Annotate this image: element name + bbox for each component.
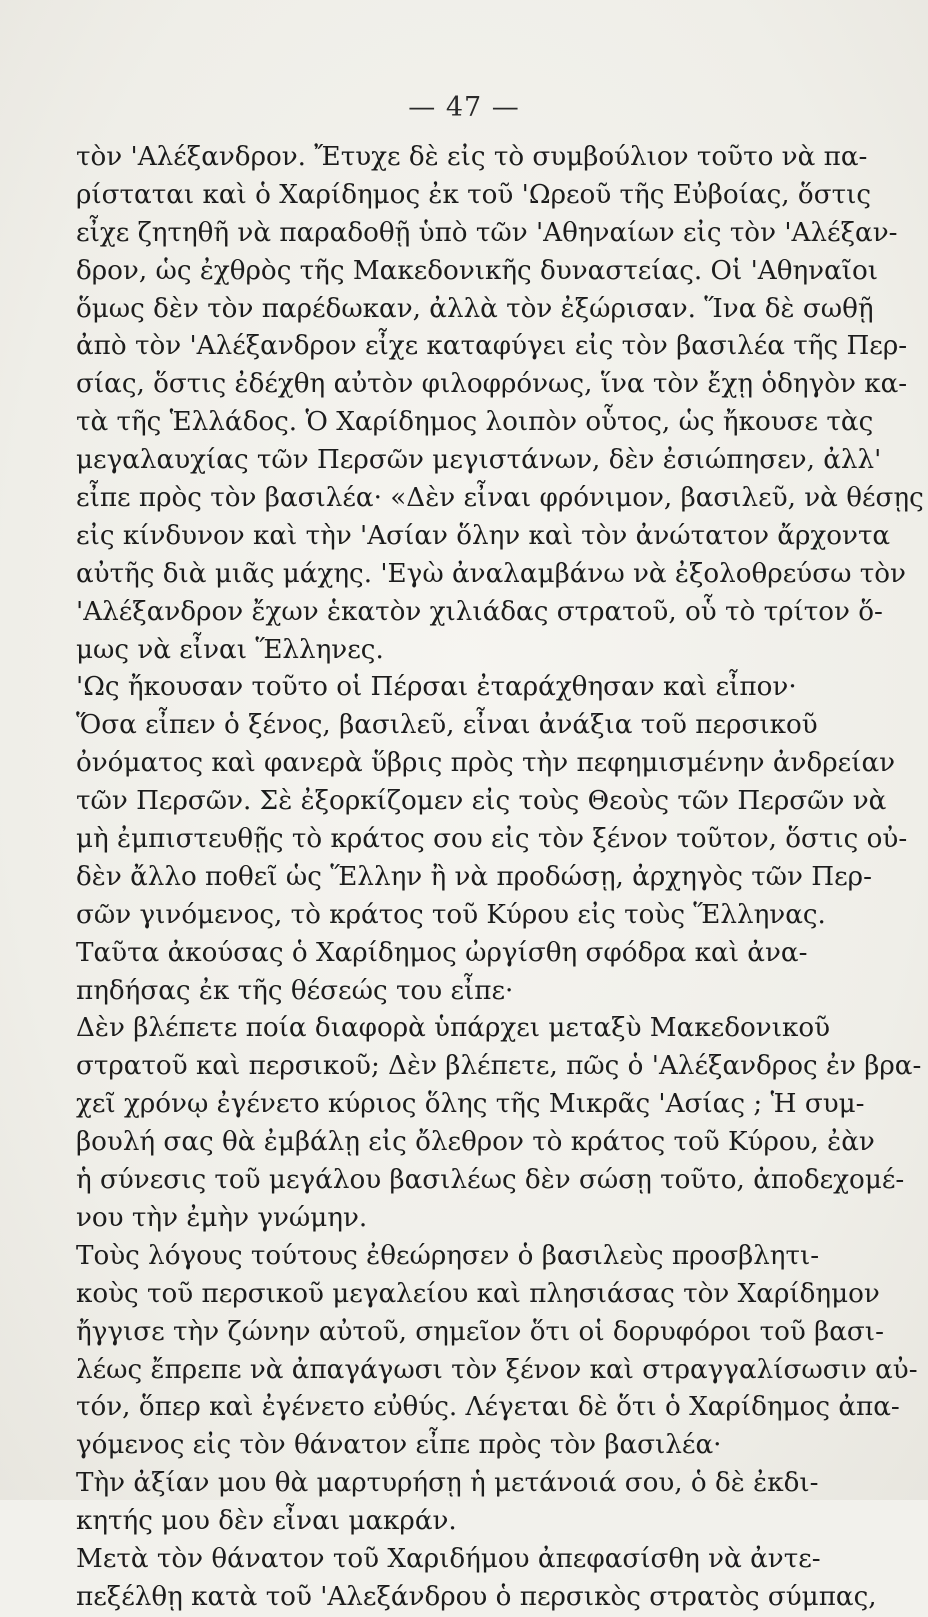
text-line: Ὅσα εἶπεν ὁ ξένος, βασιλεῦ, εἶναι ἀνάξια τοῦ περσικοῦ [76,710,818,741]
text-line: σῶν γινόμενος, τὸ κράτος τοῦ Κύρου εἰς τοὺς Ἕλληνας. [76,899,826,930]
page-number: — 47 — [408,92,520,123]
text-line: τὰ τῆς Ἑλλάδος. Ὁ Χαρίδημος λοιπὸν οὗτος, ὡς ἤκουσε τὰς [76,407,874,438]
text-line: κοὺς τοῦ περσικοῦ μεγαλείου καὶ πλησιάσας τὸν Χαρίδημον [76,1278,880,1309]
text-line: στρατοῦ καὶ περσικοῦ; Δὲν βλέπετε, πῶς ὁ 'Αλέξανδρος ἐν βρα- [76,1051,922,1082]
text-line: ὀνόματος καὶ φανερὰ ὕβρις πρὸς τὴν πεφημισμένην ἀνδρείαν [76,748,896,779]
text-line: ρίσταται καὶ ὁ Χαρίδημος ἐκ τοῦ 'Ωρεοῦ τῆς Εὐβοίας, ὅστις [76,179,871,210]
text-line: βουλή σας θὰ ἐμβάλῃ εἰς ὄλεθρον τὸ κράτος τοῦ Κύρου, ἐὰν [76,1127,875,1158]
text-line: αὐτῆς διὰ μιᾶς μάχης. 'Εγὼ ἀναλαμβάνω νὰ ἐξολοθρεύσω τὸν [76,558,906,589]
text-line: Ταῦτα ἀκούσας ὁ Χαρίδημος ὠργίσθη σφόδρα καὶ ἀνα- [76,937,808,968]
text-line: τῶν Περσῶν. Σὲ ἐξορκίζομεν εἰς τοὺς Θεοὺς τῶν Περσῶν νὰ [76,786,887,817]
text-line: εἰς κίνδυνον καὶ τὴν 'Ασίαν ὅλην καὶ τὸν ἀνώτατον ἄρχοντα [76,520,891,551]
text-line: ἀπὸ τὸν 'Αλέξανδρον εἶχε καταφύγει εἰς τὸν βασιλέα τῆς Περ- [76,331,908,362]
text-line: 'Αλέξανδρον ἔχων ἑκατὸν χιλιάδας στρατοῦ, οὗ τὸ τρίτον ὅ- [76,596,883,627]
text-line: Δὲν βλέπετε ποία διαφορὰ ὑπάρχει μεταξὺ Μακεδονικοῦ [76,1013,831,1044]
text-line: λέως ἔπρεπε νὰ ἀπαγάγωσι τὸν ξένον καὶ στραγγαλίσωσιν αὐ- [76,1354,918,1385]
text-line: ἤγγισε τὴν ζώνην αὐτοῦ, σημεῖον ὅτι οἱ δορυφόροι τοῦ βασι- [76,1316,884,1347]
text-line: πηδήσας ἐκ τῆς θέσεώς του εἶπε· [76,975,514,1006]
text-line: Τοὺς λόγους τούτους ἐθεώρησεν ὁ βασιλεὺς προσβλητι- [76,1240,820,1271]
text-line: δρον, ὡς ἐχθρὸς τῆς Μακεδονικῆς δυναστείας. Οἱ 'Αθηναῖοι [76,255,879,286]
text-line: χεῖ χρόνῳ ἐγένετο κύριος ὅλης τῆς Μικρᾶς 'Ασίας ; Ἡ συμ- [76,1089,865,1120]
text-line: 'Ως ἤκουσαν τοῦτο οἱ Πέρσαι ἐταράχθησαν καὶ εἶπον· [76,672,797,703]
text-line: μως νὰ εἶναι Ἕλληνες. [76,634,384,665]
text-line: τὸν 'Αλέξανδρον. Ἔτυχε δὲ εἰς τὸ συμβούλιον τοῦτο νὰ πα- [76,142,868,172]
text-line: Μετὰ τὸν θάνατον τοῦ Χαριδήμου ἀπεφασίσθη νὰ ἀντε- [76,1543,821,1574]
text-line: ὅμως δὲν τὸν παρέδωκαν, ἀλλὰ τὸν ἐξώρισαν. Ἵνα δὲ σωθῇ [76,293,874,324]
text-line: μὴ ἐμπιστευθῇς τὸ κράτος σου εἰς τὸν ξένον τοῦτον, ὅστις οὐ- [76,824,908,855]
text-line: εἶχε ζητηθῆ νὰ παραδοθῇ ὑπὸ τῶν 'Αθηναίων εἰς τὸν 'Αλέξαν- [76,217,898,248]
text-line: ἡ σύνεσις τοῦ μεγάλου βασιλέως δὲν σώσῃ τοῦτο, ἀποδεχομέ- [76,1165,905,1196]
text-line: μεγαλαυχίας τῶν Περσῶν μεγιστάνων, δὲν ἐσιώπησεν, ἀλλ' [76,445,882,476]
text-line: εἶπε πρὸς τὸν βασιλέα· «Δὲν εἶναι φρόνιμον, βασιλεῦ, νὰ θέσῃς [76,483,924,514]
text-line: κητής μου δὲν εἶναι μακράν. [76,1506,457,1537]
text-line: γόμενος εἰς τὸν θάνατον εἶπε πρὸς τὸν βασιλέα· [76,1430,722,1461]
body-text [76,139,924,1617]
text-line: τόν, ὅπερ καὶ ἐγένετο εὐθύς. Λέγεται δὲ ὅτι ὁ Χαρίδημος ἀπα- [76,1392,900,1423]
text-line: νου τὴν ἐμὴν γνώμην. [76,1202,368,1233]
text-line: Τὴν ἀξίαν μου θὰ μαρτυρήσῃ ἡ μετάνοιά σου, ὁ δὲ ἐκδι- [76,1468,819,1499]
text-line: δὲν ἄλλο ποθεῖ ὡς Ἕλλην ἢ νὰ προδώσῃ, ἀρχηγὸς τῶν Περ- [76,861,872,892]
text-line: σίας, ὅστις ἐδέχθη αὐτὸν φιλοφρόνως, ἵνα τὸν ἔχῃ ὁδηγὸν κα- [76,369,908,400]
text-line: πεξέλθῃ κατὰ τοῦ 'Αλεξάνδρου ὁ περσικὸς στρατὸς σύμπας, [76,1581,877,1612]
